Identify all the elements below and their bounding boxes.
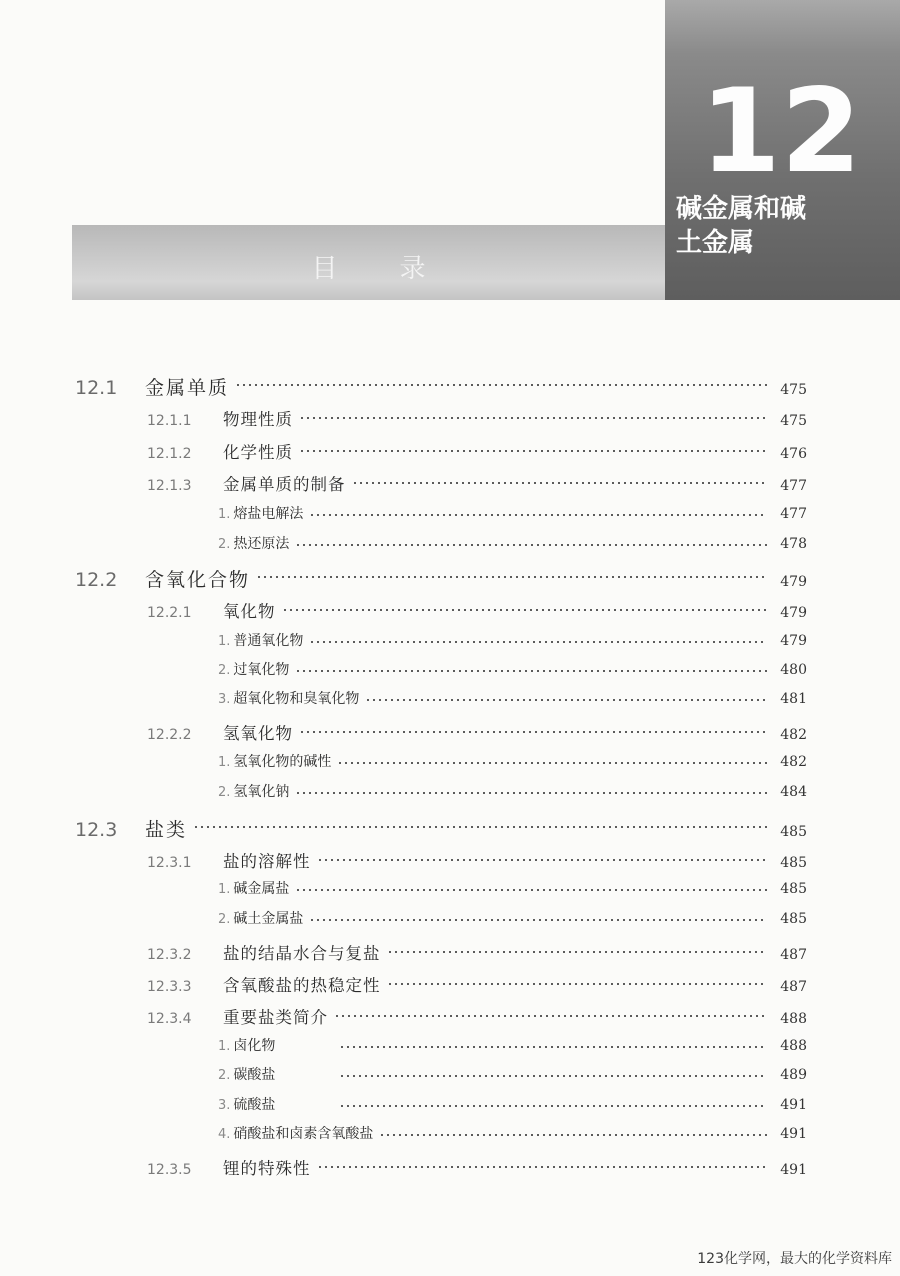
toc-entry[interactable]	[218, 503, 807, 527]
toc-entry-page: 491	[780, 1126, 807, 1142]
chapter-title-line-2: 土金属	[676, 228, 755, 258]
toc-entry-page: 479	[780, 574, 807, 590]
toc-entry-title: 物理性质	[223, 410, 293, 429]
toc-entry-page: 481	[780, 691, 807, 707]
toc-entry-title: 硫酸盐	[233, 1097, 276, 1113]
toc-entry[interactable]	[75, 815, 807, 839]
toc-entry-number: 12.3.3	[147, 979, 192, 995]
toc-entry[interactable]	[147, 1155, 807, 1179]
toc-entry[interactable]	[147, 720, 807, 744]
toc-entry[interactable]	[218, 688, 807, 712]
toc-entry-page: 480	[780, 662, 807, 678]
dot-leader	[365, 699, 767, 701]
toc-entry-number: 2.	[218, 1068, 231, 1083]
toc-entry[interactable]	[147, 471, 807, 495]
dot-leader	[299, 417, 767, 419]
toc-entry[interactable]	[75, 373, 807, 397]
toc-entry-title: 碳酸盐	[233, 1067, 276, 1083]
toc-entry-page: 488	[780, 1038, 807, 1054]
toc-entry-number: 12.3.1	[147, 855, 192, 871]
toc-entry-page: 487	[780, 947, 807, 963]
toc-entry-title: 化学性质	[223, 443, 293, 462]
toc-entry[interactable]	[147, 848, 807, 872]
dot-leader	[379, 1134, 767, 1136]
toc-entry-title: 普通氧化物	[233, 633, 304, 649]
toc-entry-number: 1.	[218, 507, 231, 522]
toc-entry-title: 盐的溶解性	[223, 852, 311, 871]
dot-leader	[256, 576, 767, 578]
toc-entry[interactable]	[218, 1123, 807, 1147]
toc-entry-title: 盐的结晶水合与复盐	[223, 944, 381, 963]
toc-entry-number: 4.	[218, 1127, 231, 1142]
toc-entry-title: 锂的特殊性	[223, 1159, 311, 1178]
chapter-title-line-1: 碱金属和碱	[676, 194, 807, 224]
toc-entry-page: 485	[780, 824, 807, 840]
toc-entry-page: 491	[780, 1097, 807, 1113]
toc-entry-number: 12.1	[75, 377, 118, 399]
toc-entry[interactable]	[218, 1064, 807, 1088]
toc-entry-title: 含氧化合物	[145, 569, 251, 591]
toc-entry-page: 489	[780, 1067, 807, 1083]
toc-entry-title: 氢氧化钠	[233, 784, 290, 800]
toc-entry-page: 478	[780, 536, 807, 552]
dot-leader	[337, 762, 767, 764]
dot-leader	[339, 1105, 767, 1107]
toc-entry-page: 482	[780, 754, 807, 770]
toc-entry-title: 盐类	[145, 819, 188, 841]
toc-entry-number: 2.	[218, 537, 231, 552]
dot-leader	[309, 641, 767, 643]
toc-entry-number: 12.3	[75, 819, 118, 841]
toc-entry-title: 碱土金属盐	[233, 911, 304, 927]
toc-entry-title: 熔盐电解法	[233, 506, 304, 522]
toc-entry-title: 含氧酸盐的热稳定性	[223, 976, 381, 995]
toc-entry[interactable]	[147, 940, 807, 964]
toc-entry-page: 487	[780, 979, 807, 995]
toc-entry-page: 485	[780, 881, 807, 897]
toc-entry[interactable]	[218, 1094, 807, 1118]
dot-leader	[317, 1166, 768, 1168]
dot-leader	[295, 792, 767, 794]
toc-entry-title: 金属单质的制备	[223, 475, 346, 494]
toc-entry-number: 12.1.1	[147, 413, 192, 429]
dot-leader	[339, 1075, 767, 1077]
toc-entry-number: 12.3.5	[147, 1162, 192, 1178]
dot-leader	[339, 1046, 767, 1048]
toc-entry-title: 氢氧化物	[223, 724, 293, 743]
toc-entry-title: 热还原法	[233, 536, 290, 552]
toc-heading: 目录	[311, 254, 488, 284]
toc-entry-number: 12.2.1	[147, 605, 192, 621]
toc-entry-page: 488	[780, 1011, 807, 1027]
toc-entry[interactable]	[218, 659, 807, 683]
toc-entry-number: 2.	[218, 785, 231, 800]
toc-entry[interactable]	[218, 1035, 807, 1059]
dot-leader	[282, 609, 768, 611]
dot-leader	[299, 450, 767, 452]
toc-entry-number: 12.2.2	[147, 727, 192, 743]
footer-watermark: 123化学网，最大的化学资料库	[697, 1251, 892, 1267]
dot-leader	[235, 384, 767, 386]
toc-entry-title: 重要盐类简介	[223, 1008, 328, 1027]
toc-entry-number: 3.	[218, 692, 231, 707]
toc-entry[interactable]	[218, 751, 807, 775]
dot-leader	[387, 983, 768, 985]
toc-entry-page: 477	[780, 478, 807, 494]
dot-leader	[317, 859, 768, 861]
toc-entry-page: 479	[780, 605, 807, 621]
dot-leader	[295, 670, 767, 672]
toc-entry-title: 卤化物	[233, 1038, 276, 1054]
toc-entry-number: 1.	[218, 755, 231, 770]
toc-entry[interactable]	[218, 533, 807, 557]
dot-leader	[387, 951, 768, 953]
toc-entry-page: 485	[780, 911, 807, 927]
toc-entry-page: 484	[780, 784, 807, 800]
toc-entry-page: 475	[780, 413, 807, 429]
toc-entry-page: 476	[780, 446, 807, 462]
toc-entry-page: 491	[780, 1162, 807, 1178]
toc-entry-title: 超氧化物和臭氧化物	[233, 691, 360, 707]
chapter-number: 12	[700, 64, 862, 199]
toc-entry-title: 硝酸盐和卤素含氧酸盐	[233, 1126, 374, 1142]
dot-leader	[193, 826, 767, 828]
toc-entry[interactable]	[147, 598, 807, 622]
toc-entry[interactable]	[75, 565, 807, 589]
toc-entry-page: 482	[780, 727, 807, 743]
toc-entry-number: 12.1.2	[147, 446, 192, 462]
toc-entry[interactable]	[218, 630, 807, 654]
toc-entry[interactable]	[147, 439, 807, 463]
toc-entry-number: 2.	[218, 663, 231, 678]
toc-entry-number: 3.	[218, 1098, 231, 1113]
toc-entry-number: 1.	[218, 882, 231, 897]
toc-entry-number: 12.1.3	[147, 478, 192, 494]
toc-entry-title: 氢氧化物的碱性	[233, 754, 332, 770]
toc-entry-page: 485	[780, 855, 807, 871]
dot-leader	[295, 889, 767, 891]
dot-leader	[334, 1015, 767, 1017]
toc-entry[interactable]	[147, 1004, 807, 1028]
toc-entry[interactable]	[147, 406, 807, 430]
toc-entry-title: 过氧化物	[233, 662, 290, 678]
dot-leader	[295, 544, 767, 546]
toc-entry-title: 氧化物	[223, 602, 276, 621]
dot-leader	[352, 482, 768, 484]
toc-entry-title: 碱金属盐	[233, 881, 290, 897]
toc-entry-number: 2.	[218, 912, 231, 927]
toc-entry-title: 金属单质	[145, 377, 230, 399]
toc-entry-number: 12.3.4	[147, 1011, 192, 1027]
toc-entry[interactable]	[218, 878, 807, 902]
toc-entry-number: 12.2	[75, 569, 118, 591]
dot-leader	[309, 919, 767, 921]
toc-entry-page: 479	[780, 633, 807, 649]
dot-leader	[309, 514, 767, 516]
toc-entry-page: 475	[780, 382, 807, 398]
toc-entry-number: 1.	[218, 634, 231, 649]
toc-entry[interactable]	[218, 908, 807, 932]
toc-entry-number: 12.3.2	[147, 947, 192, 963]
toc-entry[interactable]	[218, 781, 807, 805]
toc-entry[interactable]	[147, 972, 807, 996]
toc-entry-page: 477	[780, 506, 807, 522]
dot-leader	[299, 731, 767, 733]
toc-entry-number: 1.	[218, 1039, 231, 1054]
